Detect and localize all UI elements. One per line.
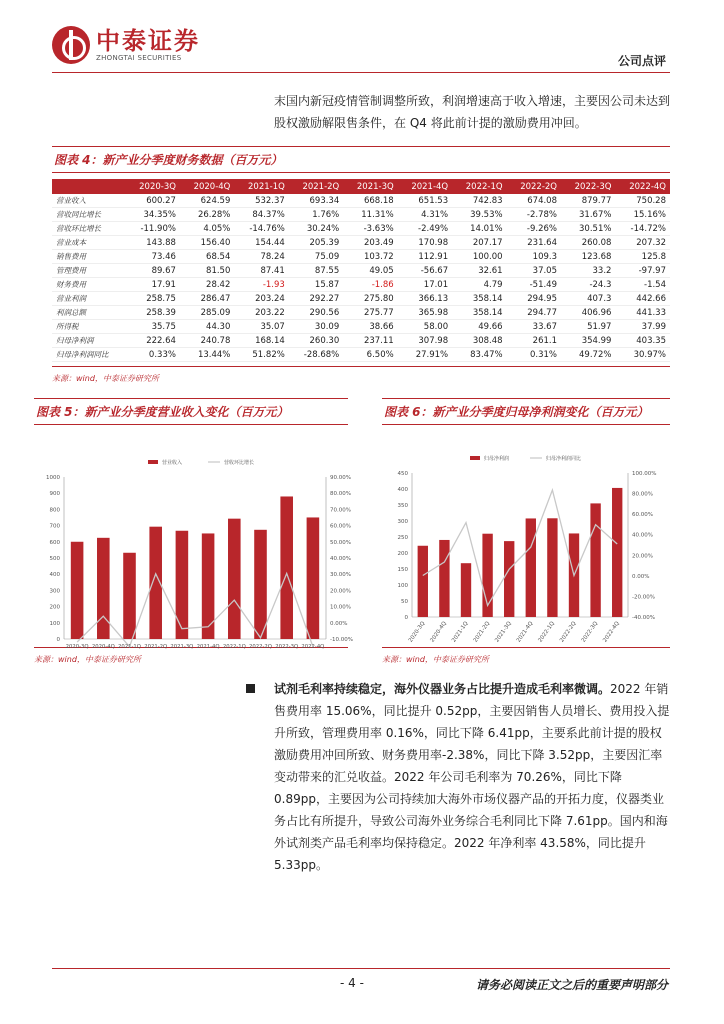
table-cell: 51.82% (234, 348, 288, 362)
table-cell: 15.16% (615, 208, 670, 222)
table-cell: 83.47% (452, 348, 506, 362)
table-row (52, 222, 670, 236)
table-cell: 49.72% (561, 348, 615, 362)
bar (526, 518, 536, 617)
paragraph-intro: 末国内新冠疫情管制调整所致，利润增速高于收入增速，主要因公司未达到股权激励解限售条件，在 Q4 将此前计提的激励费用冲回。 (274, 94, 671, 130)
doc-type: 公司点评 (617, 54, 666, 68)
legend-bar-label: 归母净利润 (484, 456, 510, 462)
y-tick-label-left: 250 (397, 535, 408, 541)
row-label: 营收环比增长 (52, 222, 126, 236)
table-cell: 292.27 (289, 292, 343, 306)
header-rule (52, 72, 670, 73)
table-cell: 260.30 (289, 334, 343, 348)
table-cell: 38.66 (343, 320, 397, 334)
table-cell: 532.37 (234, 194, 288, 208)
table-cell: 100.00 (452, 250, 506, 264)
table-cell: 205.39 (289, 236, 343, 250)
table-cell: 73.46 (126, 250, 180, 264)
bar (176, 531, 189, 639)
x-tick-label: 2021-4Q (515, 620, 535, 644)
y-tick-label-right: 20.00% (632, 553, 653, 560)
legend-bar-label: 营业收入 (162, 460, 183, 466)
table-cell: 89.67 (126, 264, 180, 278)
y-tick-label-left: 700 (49, 523, 60, 530)
row-label: 营业利润 (52, 292, 126, 306)
table-cell: 600.27 (126, 194, 180, 208)
series-line (77, 573, 313, 646)
table-cell: 624.59 (180, 194, 234, 208)
table-cell: -1.54 (615, 278, 670, 292)
table-cell: 240.78 (180, 334, 234, 348)
bullet-icon (246, 684, 255, 693)
table-cell: -11.90% (126, 222, 180, 236)
x-tick-label: 2020-3Q (65, 644, 89, 650)
y-tick-label-left: 150 (397, 567, 408, 573)
table-cell: 84.37% (234, 208, 288, 222)
y-tick-label-left: 400 (49, 572, 60, 579)
table-col-header: 2021-3Q (343, 179, 397, 194)
table-cell: 13.44% (180, 348, 234, 362)
y-tick-label-left: 400 (397, 487, 408, 493)
y-tick-label-right: 50.00% (330, 539, 351, 546)
bar (97, 538, 110, 639)
table-cell: 294.77 (507, 306, 561, 320)
table-cell: 30.24% (289, 222, 343, 236)
y-tick-label-left: 300 (397, 519, 408, 525)
x-tick-label: 2021-2Q (472, 620, 492, 644)
table-cell: 156.40 (180, 236, 234, 250)
page-number: - 4 - (340, 976, 364, 990)
x-tick-label: 2021-4Q (196, 644, 220, 650)
logo-icon (52, 26, 90, 64)
table-cell: 407.3 (561, 292, 615, 306)
table-cell: 285.09 (180, 306, 234, 320)
figure-5 (34, 398, 353, 665)
table-row (52, 292, 670, 306)
table-cell: -24.3 (561, 278, 615, 292)
y-tick-label-right: 20.00% (330, 588, 351, 595)
table-cell: 365.98 (398, 306, 452, 320)
x-tick-label: 2022-2Q (559, 620, 578, 644)
y-tick-label-right: -20.00% (632, 594, 655, 601)
table-cell: 17.01 (398, 278, 452, 292)
table-cell: 103.72 (343, 250, 397, 264)
table-header-row (52, 179, 670, 194)
table-cell: 6.50% (343, 348, 397, 362)
table-cell: 403.35 (615, 334, 670, 348)
row-label: 财务费用 (52, 278, 126, 292)
table-row (52, 334, 670, 348)
table-cell: 207.17 (452, 236, 506, 250)
table-col-header: 2020-3Q (126, 179, 180, 194)
bar (228, 519, 241, 639)
legend-line-label: 归母净利润同比 (546, 456, 582, 462)
row-label: 所得税 (52, 320, 126, 334)
paragraph-margin-lead: 试剂毛利率持续稳定，海外仪器业务占比提升造成毛利率微调。 (274, 682, 611, 696)
y-tick-label-right: 90.00% (330, 475, 351, 481)
bar (71, 542, 84, 639)
table-cell: 143.88 (126, 236, 180, 250)
bar (590, 503, 600, 617)
y-tick-label-left: 1000 (46, 475, 60, 481)
x-tick-label: 2020-3Q (407, 620, 427, 644)
row-label: 归母净利润 (52, 334, 126, 348)
y-tick-label-left: 50 (401, 599, 408, 605)
table-cell: 203.24 (234, 292, 288, 306)
table-row (52, 348, 670, 362)
bar (280, 496, 293, 639)
x-tick-label: 2022-2Q (249, 644, 272, 650)
y-tick-label-right: 70.00% (330, 507, 351, 514)
table-cell: 68.54 (180, 250, 234, 264)
figure-6-title: 图表 6：新产业分季度归母净利润变化（百万元） (382, 398, 670, 425)
y-tick-label-right: 60.00% (330, 523, 351, 530)
table-cell: 442.66 (615, 292, 670, 306)
table-cell: -2.78% (507, 208, 561, 222)
table-cell: 260.08 (561, 236, 615, 250)
table-cell: 358.14 (452, 306, 506, 320)
y-tick-label-left: 500 (49, 556, 60, 562)
paragraph-margin-body: 2022 年销售费用率 15.06%，同比提升 0.52pp，主要因销售人员增长、费用投入提升所致，管理费用率 0.16%，同比下降 6.41pp，主要系此前计提的股权激励费用冲回所致、财务费用率-2.38%，同比下降 3.52pp，主要因汇率变动带来的汇兑收益。2022 年公司毛利率为 70.26%，同比下降 0.89pp，主要因为公司持续加大海外市场仪器产品的开拓力度，仪器类业务占比有所提升，导致公司海外业务综合毛利同比下降 7.61pp。国内和海外试剂类产品毛利率均保持稳定。2022 年净利率 43.58%，同比提升 5.33pp。 (274, 682, 670, 872)
company-logo (52, 26, 200, 64)
y-tick-label-right: 0.00% (632, 573, 650, 580)
y-tick-label-right: 0.00% (330, 620, 348, 627)
row-label: 营业收入 (52, 194, 126, 208)
bar (254, 530, 267, 639)
table-row (52, 320, 670, 334)
table-col-header: 2020-4Q (180, 179, 234, 194)
y-tick-label-left: 600 (49, 539, 60, 546)
paragraph-margin (274, 678, 670, 876)
table-row (52, 208, 670, 222)
table-cell: 4.31% (398, 208, 452, 222)
table-cell: 1.76% (289, 208, 343, 222)
row-label: 归母净利润同比 (52, 348, 126, 362)
y-tick-label-right: -40.00% (632, 615, 655, 621)
table-cell: 44.30 (180, 320, 234, 334)
x-tick-label: 2022-4Q (301, 644, 325, 650)
figure-4 (52, 146, 670, 384)
logo-en: ZHONGTAI SECURITIES (96, 54, 182, 62)
table-row (52, 250, 670, 264)
y-tick-label-left: 800 (49, 507, 60, 514)
table-cell: -56.67 (398, 264, 452, 278)
figure-5-title: 图表 5：新产业分季度营业收入变化（百万元） (34, 398, 348, 425)
y-tick-label-left: 100 (397, 583, 408, 589)
table-cell: 222.64 (126, 334, 180, 348)
table-cell: 81.50 (180, 264, 234, 278)
y-tick-label-right: -10.00% (330, 637, 353, 643)
table-row (52, 236, 670, 250)
bar (439, 540, 449, 617)
y-tick-label-left: 350 (397, 503, 408, 509)
table-cell: 15.87 (289, 278, 343, 292)
table-cell: 58.00 (398, 320, 452, 334)
table-cell: 674.08 (507, 194, 561, 208)
table-cell: 31.67% (561, 208, 615, 222)
table-cell: 237.11 (343, 334, 397, 348)
table-cell: 49.66 (452, 320, 506, 334)
table-cell: 290.56 (289, 306, 343, 320)
x-tick-label: 2022-3Q (580, 620, 600, 644)
table-cell: 275.77 (343, 306, 397, 320)
table-col-header: 2022-4Q (615, 179, 670, 194)
y-tick-label-left: 0 (404, 615, 408, 621)
table-cell: 49.05 (343, 264, 397, 278)
table-cell: 33.2 (561, 264, 615, 278)
table-cell: 879.77 (561, 194, 615, 208)
bar (461, 563, 471, 617)
y-tick-label-left: 200 (49, 604, 60, 611)
table-cell: 441.33 (615, 306, 670, 320)
bar (123, 553, 136, 639)
figure-5-source: 来源：wind，中泰证券研究所 (34, 655, 141, 664)
row-label: 营业成本 (52, 236, 126, 250)
footer-rule (52, 968, 670, 969)
table-cell: -97.97 (615, 264, 670, 278)
legend-bar-swatch (470, 456, 480, 460)
table-cell: -28.68% (289, 348, 343, 362)
table-cell: 11.31% (343, 208, 397, 222)
table-cell: 30.97% (615, 348, 670, 362)
table-cell: 0.33% (126, 348, 180, 362)
footer-disclaimer: 请务必阅读正文之后的重要声明部分 (475, 978, 668, 992)
table-cell: 75.09 (289, 250, 343, 264)
table-col-header: 2021-4Q (398, 179, 452, 194)
legend-bar-swatch (148, 460, 158, 464)
y-tick-label-right: 10.00% (330, 604, 351, 611)
table-cell: 17.91 (126, 278, 180, 292)
y-tick-label-left: 100 (49, 620, 60, 627)
table-cell: 26.28% (180, 208, 234, 222)
series-line (423, 490, 617, 605)
table-cell: -1.93 (234, 278, 288, 292)
table-cell: 358.14 (452, 292, 506, 306)
table-cell: 27.91% (398, 348, 452, 362)
table-cell: -3.63% (343, 222, 397, 236)
y-tick-label-right: 100.00% (632, 471, 657, 477)
table-cell: 112.91 (398, 250, 452, 264)
table-cell: 39.53% (452, 208, 506, 222)
table-cell: 207.32 (615, 236, 670, 250)
table-col-header: 2022-3Q (561, 179, 615, 194)
table-cell: 87.55 (289, 264, 343, 278)
table-cell: 32.61 (452, 264, 506, 278)
x-tick-label: 2021-1Q (118, 644, 141, 650)
table-col-header: 2022-1Q (452, 179, 506, 194)
table-cell: 125.8 (615, 250, 670, 264)
table-cell: 651.53 (398, 194, 452, 208)
table-cell: 308.48 (452, 334, 506, 348)
y-tick-label-left: 450 (397, 471, 408, 477)
table-cell: 275.80 (343, 292, 397, 306)
table-cell: 258.39 (126, 306, 180, 320)
table-col-header: 2021-1Q (234, 179, 288, 194)
net-profit-chart (382, 429, 670, 643)
table-cell: -2.49% (398, 222, 452, 236)
row-label: 销售费用 (52, 250, 126, 264)
table-cell: 33.67 (507, 320, 561, 334)
table-cell: 35.07 (234, 320, 288, 334)
table-cell: 34.35% (126, 208, 180, 222)
table-cell: 203.49 (343, 236, 397, 250)
table-cell: 123.68 (561, 250, 615, 264)
table-cell: 51.97 (561, 320, 615, 334)
table-cell: 258.75 (126, 292, 180, 306)
table-cell: 4.05% (180, 222, 234, 236)
revenue-chart (34, 429, 353, 650)
table-cell: -14.76% (234, 222, 288, 236)
logo-cn: 中泰证券 (96, 27, 200, 55)
x-tick-label: 2022-3Q (275, 644, 299, 650)
y-tick-label-right: 30.00% (330, 572, 351, 579)
x-tick-label: 2021-3Q (170, 644, 194, 650)
table-cell: 286.47 (180, 292, 234, 306)
y-tick-label-right: 40.00% (330, 556, 351, 562)
figure-6-source: 来源：wind，中泰证券研究所 (382, 655, 489, 664)
table-cell: 78.24 (234, 250, 288, 264)
table-row (52, 194, 670, 208)
table-cell: 366.13 (398, 292, 452, 306)
figure-4-title: 图表 4：新产业分季度财务数据（百万元） (52, 146, 670, 173)
row-label: 管理费用 (52, 264, 126, 278)
x-tick-label: 2022-1Q (222, 644, 246, 650)
table-cell: 294.95 (507, 292, 561, 306)
y-tick-label-left: 0 (56, 637, 60, 643)
table-col-header (52, 179, 126, 194)
table-col-header: 2022-2Q (507, 179, 561, 194)
table-cell: 37.05 (507, 264, 561, 278)
y-tick-label-left: 300 (49, 588, 60, 595)
x-tick-label: 2021-1Q (451, 620, 470, 644)
table-cell: 14.01% (452, 222, 506, 236)
table-cell: 668.18 (343, 194, 397, 208)
table-cell: 307.98 (398, 334, 452, 348)
table-cell: 4.79 (452, 278, 506, 292)
legend-line-label: 营收环比增长 (224, 460, 255, 466)
y-tick-label-left: 900 (49, 491, 60, 498)
bar (307, 517, 320, 639)
table-row (52, 306, 670, 320)
x-tick-label: 2020-4Q (429, 620, 449, 644)
table-cell: 750.28 (615, 194, 670, 208)
table-cell: 170.98 (398, 236, 452, 250)
table-cell: 406.96 (561, 306, 615, 320)
x-tick-label: 2022-4Q (602, 620, 621, 644)
table-cell: 261.1 (507, 334, 561, 348)
table-row (52, 278, 670, 292)
y-tick-label-left: 200 (397, 551, 408, 557)
table-cell: 37.99 (615, 320, 670, 334)
table-cell: 30.09 (289, 320, 343, 334)
table-cell: -14.72% (615, 222, 670, 236)
table-cell: 742.83 (452, 194, 506, 208)
table-cell: -51.49 (507, 278, 561, 292)
table-cell: -1.86 (343, 278, 397, 292)
table-cell: -9.26% (507, 222, 561, 236)
table-cell: 30.51% (561, 222, 615, 236)
table-cell: 203.22 (234, 306, 288, 320)
table-cell: 354.99 (561, 334, 615, 348)
table-cell: 87.41 (234, 264, 288, 278)
bar (418, 546, 428, 617)
y-tick-label-right: 60.00% (632, 512, 653, 519)
bar (547, 518, 557, 617)
x-tick-label: 2020-4Q (91, 644, 115, 650)
table-cell: 168.14 (234, 334, 288, 348)
y-tick-label-right: 40.00% (632, 532, 653, 539)
table-cell: 109.3 (507, 250, 561, 264)
financial-table (52, 179, 670, 362)
table-cell: 0.31% (507, 348, 561, 362)
row-label: 营收同比增长 (52, 208, 126, 222)
x-tick-label: 2021-2Q (144, 644, 168, 650)
table-cell: 231.64 (507, 236, 561, 250)
table-cell: 154.44 (234, 236, 288, 250)
bar (504, 541, 514, 617)
bar (612, 488, 622, 617)
figure-4-source: 来源：wind，中泰证券研究所 (52, 366, 670, 384)
row-label: 利润总额 (52, 306, 126, 320)
table-cell: 693.34 (289, 194, 343, 208)
table-cell: 35.75 (126, 320, 180, 334)
table-cell: 28.42 (180, 278, 234, 292)
table-col-header: 2021-2Q (289, 179, 343, 194)
y-tick-label-right: 80.00% (330, 491, 351, 498)
x-tick-label: 2022-1Q (537, 620, 557, 644)
y-tick-label-right: 80.00% (632, 491, 653, 498)
table-row (52, 264, 670, 278)
x-tick-label: 2021-3Q (494, 620, 513, 644)
figure-6 (382, 398, 670, 665)
